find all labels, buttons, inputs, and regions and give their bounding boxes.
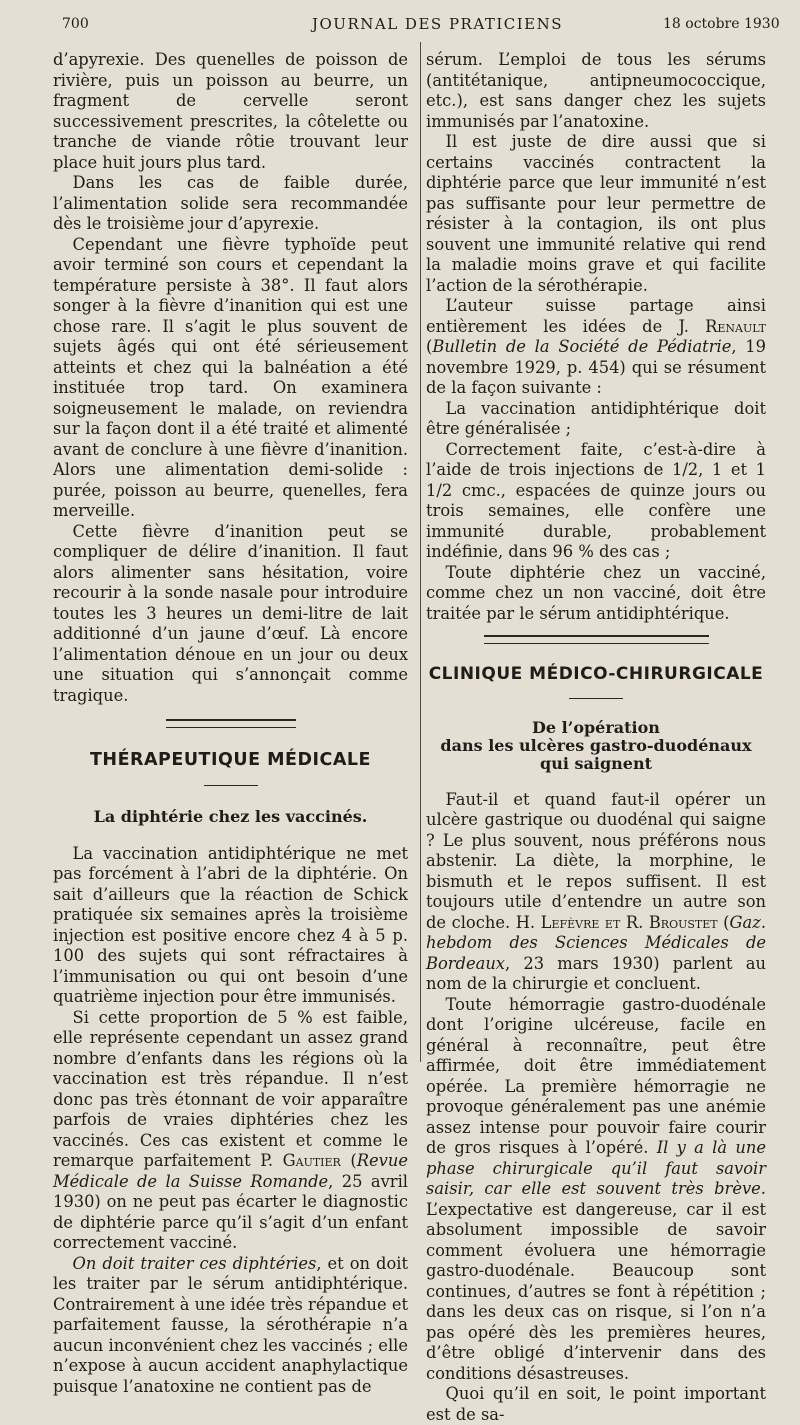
- paragraph: [426, 790, 766, 995]
- source-citation: Gaz. hebdom des Sciences Médicales de Bordeaux: [426, 912, 766, 973]
- section-ornament: [166, 719, 296, 728]
- paragraph: [426, 995, 766, 1385]
- section-ornament: [484, 635, 709, 644]
- paragraph: La vaccination antidiphtérique doit être généralisée ;: [426, 398, 766, 438]
- section-title-clinique: CLINIQUE MÉDICO-CHIRURGICALE: [428, 664, 764, 684]
- paragraph: d’apyrexie. Des quenelles de poisson de rivière, puis un poisson au beurre, un fragment de cervelle seront successivement prescrites, la côtelette ou tranche de viande rôtie trouvant leur place huit jours plus tard.: [53, 50, 408, 172]
- text-run: L’expectative est dangereuse, car il est absolument impossible de savoir comment évoluera une hémorragie gastro-duodénale. Beaucoup sont continues, d’autres se font à répétition ; dans les deux cas on risque, si l’on n’a pas opéré dès les premières heures, d’être obligé d’intervenir dans des conditions désastreuses.: [426, 1199, 766, 1383]
- paragraph: Il est juste de dire aussi que si certains vaccinés contractent la diphtérie parce que leur immunité n’est pas suffisante pour leur permettre de résister à la contagion, ils ont plus souvent une immunité relative qui rend la maladie moins grave et qui facilite l’action de la sérothérapie.: [426, 132, 766, 295]
- running-head: [0, 0, 800, 40]
- issue-date: 18 octobre 1930: [663, 16, 780, 32]
- paragraph: Cette fièvre d’inanition peut se compliquer de délire d’inanition. Il faut alors alimenter sans hésitation, voire recourir à la sonde nasale pour introduire toutes les 3 heures un demi-litre de lait additionné d’un jaune d’œuf. Là encore l’alimentation dénoue en un jour ou deux une situation qui s’annonçait comme tragique.: [53, 521, 408, 705]
- paragraph: Cependant une fièvre typhoïde peut avoir terminé son cours et cependant la température persiste à 38°. Il faut alors songer à la fièvre d’inanition qui est une chose rare. Il s’agit le plus souvent de sujets âgés qui ont été sérieusement atteints et chez qui la balnéation a été instituée trop tard. On examinera soigneusement le malade, on reviendra sur la façon dont il a été traité et alimenté avant de conclure à une fièvre d’inanition. Alors une alimentation demi-solide : purée, poisson au beurre, quenelles, fera merveille.: [53, 234, 408, 520]
- text-run: (: [426, 337, 433, 356]
- author-name: P. Gautier: [260, 1151, 341, 1170]
- paragraph: [53, 1008, 408, 1254]
- source-citation: Revue Médicale de la Suisse Romande: [53, 1151, 408, 1191]
- text-run: Si cette proportion de 5 % est faible, elle représente cependant un assez grand nombre d’enfants dans les régions où la vaccination est très répandue. Il n’est donc pas très étonnant de voir apparaître parfois de vraies diphtéries chez les vaccinés. Ces cas existent et comme le remarque parfaitement: [53, 1007, 408, 1170]
- text-run: L’auteur suisse partage ainsi entièrement les idées de: [426, 296, 766, 336]
- text-run: , 25 avril 1930) on ne peut pas écarter le diagnostic de diphtérie parce qu’il s’agit d’un enfant correctement vacciné.: [53, 1171, 408, 1252]
- paragraph: [426, 296, 766, 399]
- journal-title: JOURNAL DES PRATICIENS: [312, 15, 564, 33]
- text-run: , 19 novembre 1929, p. 454) qui se résument de la façon suivante :: [426, 337, 766, 397]
- short-rule: [569, 698, 623, 699]
- author-name: H. Lefèvre et R. Broustet: [515, 912, 718, 932]
- article-title-diphterie: La diphtérie chez les vaccinés.: [93, 806, 368, 826]
- text-run: (: [340, 1151, 357, 1170]
- paragraph: Dans les cas de faible durée, l’alimentation solide sera recommandée dès le troisième jour d’apyrexie.: [53, 173, 408, 233]
- article-title-ulceres: [426, 719, 766, 773]
- column-divider: [420, 42, 421, 1062]
- section-title-therapeutique: THÉRAPEUTIQUE MÉDICALE: [89, 750, 372, 770]
- author-name: J. Renault: [678, 316, 766, 336]
- page-number: 700: [62, 16, 89, 32]
- paragraph: sérum. L’emploi de tous les sérums (antitétanique, antipneumococcique, etc.), est sans danger chez les sujets immunisés par l’anatoxine.: [426, 50, 766, 131]
- right-column: [426, 50, 766, 1425]
- paragraph: Toute diphtérie chez un vacciné, comme chez un non vacciné, doit être traitée par le sérum antidiphtérique.: [426, 562, 766, 623]
- italic-phrase: Il y a là une phase chirurgicale qu’il faut savoir saisir, car elle est souvent très brève.: [426, 1138, 766, 1198]
- paragraph: [53, 1254, 408, 1398]
- text-run: Faut-il et quand faut-il opérer un ulcère gastrique ou duodénal qui saigne ? Le plus souvent, nous préférons nous abstenir. La diète, la morphine, le bismuth et le repos suffisent. Il est toujours utile d’entendre un autre son de cloche.: [426, 789, 766, 932]
- short-rule: [204, 785, 258, 786]
- source-citation: Bulletin de la Société de Pédiatrie: [432, 337, 732, 356]
- paragraph: La vaccination antidiphtérique ne met pas forcément à l’abri de la diphtérie. On sait d’ailleurs que la réaction de Schick pratiquée six semaines après la troisième injection est positive encore chez 4 à 5 p. 100 des sujets qui sont réfractaires à l’immunisation ou qui ont besoin d’une quatrième injection pour être immunisés.: [53, 843, 408, 1006]
- article-title-line: De l’opération: [532, 717, 660, 737]
- left-column: [53, 50, 408, 1397]
- article-title-line: qui saignent: [540, 753, 652, 773]
- text-run: Toute hémorragie gastro-duodénale dont l’origine ulcéreuse, facile en général à reconnaître, peut être affirmée, doit être immédiatement opérée. La première hémorragie ne provoque généralement pas une anémie assez intense pour pouvoir faire courir de gros risques à l’opéré.: [426, 994, 766, 1157]
- paragraph: Quoi qu’il en soit, le point important est de sa-: [426, 1384, 766, 1424]
- text-run: (: [717, 912, 730, 932]
- text-run: , 23 mars 1930) parlent au nom de la chirurgie et concluent.: [426, 953, 766, 993]
- paragraph: Correctement faite, c’est-à-dire à l’aide de trois injections de 1/2, 1 et 1 1/2 cmc., espacées de quinze jours ou trois semaines, elle confère une immunité durable, probablement indéfinie, dans 96 % des cas ;: [426, 439, 766, 561]
- article-title-line: dans les ulcères gastro-duodénaux: [440, 735, 752, 755]
- italic-phrase: On doit traiter ces diphtéries: [72, 1253, 317, 1273]
- text-run: , et on doit les traiter par le sérum antidiphtérique. Contrairement à une idée très répandue et parfaitement fausse, la sérothérapie n’a aucun inconvénient chez les vaccinés ; elle n’expose à aucun accident anaphylactique puisque l’anatoxine ne contient pas de: [53, 1253, 408, 1396]
